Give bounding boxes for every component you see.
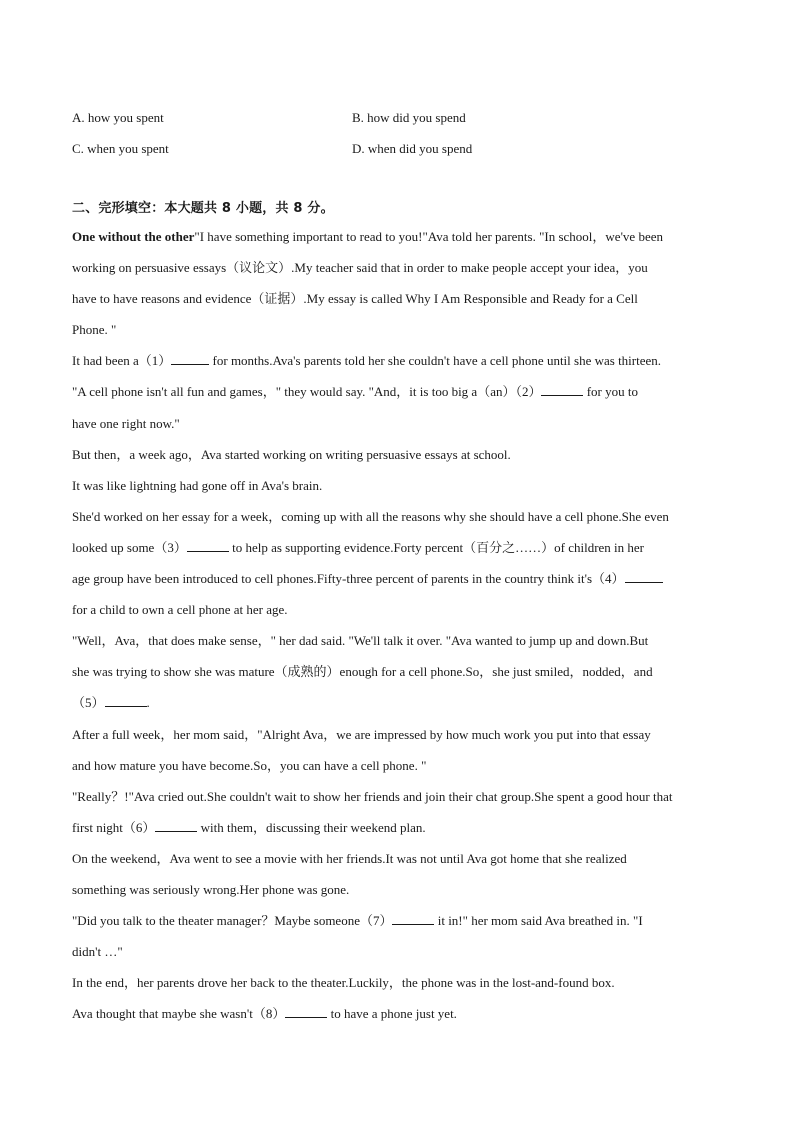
option-d: D. when did you spend	[352, 140, 473, 156]
blank-5[interactable]	[105, 694, 147, 707]
passage-line: she was trying to show she was mature（成熟的）enough for a cell phone.So，she just smiled，nodded，and	[72, 664, 653, 680]
passage-line: "Really？!"Ava cried out.She couldn't wait to show her friends and join their chat group.She spent a good hour that	[72, 788, 673, 804]
passage-line: something was seriously wrong.Her phone was gone.	[72, 881, 350, 897]
passage-line: "Did you talk to the theater manager？Maybe someone（7） it in!" her mom said Ava breathed in. "I	[72, 913, 643, 929]
passage-line: After a full week，her mom said，"Alright Ava，we are impressed by how much work you put into that essay	[72, 726, 651, 742]
passage-line: age group have been introduced to cell phones.Fifty-three percent of parents in the country think it's（4）	[72, 563, 722, 594]
blank-4[interactable]	[625, 570, 663, 583]
passage-line: for a child to own a cell phone at her age.	[72, 602, 288, 618]
passage-line: have one right now."	[72, 415, 180, 431]
answer-options	[72, 102, 722, 164]
passage-line: On the weekend，Ava went to see a movie with her friends.It was not until Ava got home that she realized	[72, 850, 627, 866]
passage-line: It had been a（1） for months.Ava's parents told her she couldn't have a cell phone until she was thirteen.	[72, 353, 662, 369]
section-title: 二、完形填空：本大题共 8 小题，共 8 分。	[72, 201, 334, 216]
passage-line: Ava thought that maybe she wasn't（8） to have a phone just yet.	[72, 1006, 457, 1022]
option-b: B. how did you spend	[352, 109, 466, 125]
passage-line: （5） .	[72, 695, 150, 711]
option-a: A. how you spent	[72, 109, 164, 125]
blank-1[interactable]	[171, 352, 209, 365]
passage-line: first night（6） with them，discussing their weekend plan.	[72, 819, 426, 835]
options-row-1	[72, 102, 722, 133]
passage-line: "Well，Ava，that does make sense，" her dad said. "We'll talk it over. "Ava wanted to jump up and down.But	[72, 633, 649, 649]
passage-line: She'd worked on her essay for a week，coming up with all the reasons why she should have a cell phone.She even	[72, 508, 669, 524]
passage-line: In the end，her parents drove her back to the theater.Luckily，the phone was in the lost-and-found box.	[72, 975, 615, 991]
blank-6[interactable]	[155, 819, 197, 832]
options-row-2	[72, 133, 722, 164]
passage-line: and how mature you have become.So，you can have a cell phone. "	[72, 757, 427, 773]
passage-line: working on persuasive essays（议论文）.My teacher said that in order to make people accept your idea，you	[72, 260, 648, 276]
blank-2[interactable]	[541, 383, 583, 396]
passage-line: Phone. "	[72, 322, 117, 338]
blank-7[interactable]	[392, 912, 434, 925]
blank-8[interactable]	[285, 1005, 327, 1018]
passage-line: looked up some（3） to help as supporting evidence.Forty percent（百分之……）of children in her	[72, 539, 645, 555]
passage-line: It was like lightning had gone off in Ava's brain.	[72, 477, 323, 493]
passage-line: One without the other"I have something important to read to you!"Ava told her parents. "In school，we've been	[72, 229, 663, 244]
cloze-passage	[72, 221, 722, 1029]
passage-line: have to have reasons and evidence（证据）.My essay is called Why I Am Responsible and Ready for a Cell	[72, 291, 638, 307]
passage-line: "A cell phone isn't all fun and games，" they would say. "And，it is too big a（an）（2） for you to	[72, 384, 638, 400]
passage-line: didn't …"	[72, 944, 123, 960]
blank-3[interactable]	[187, 539, 229, 552]
option-c: C. when you spent	[72, 140, 169, 156]
passage-title: One without the other	[72, 229, 195, 244]
passage-line: But then，a week ago，Ava started working on writing persuasive essays at school.	[72, 446, 511, 462]
